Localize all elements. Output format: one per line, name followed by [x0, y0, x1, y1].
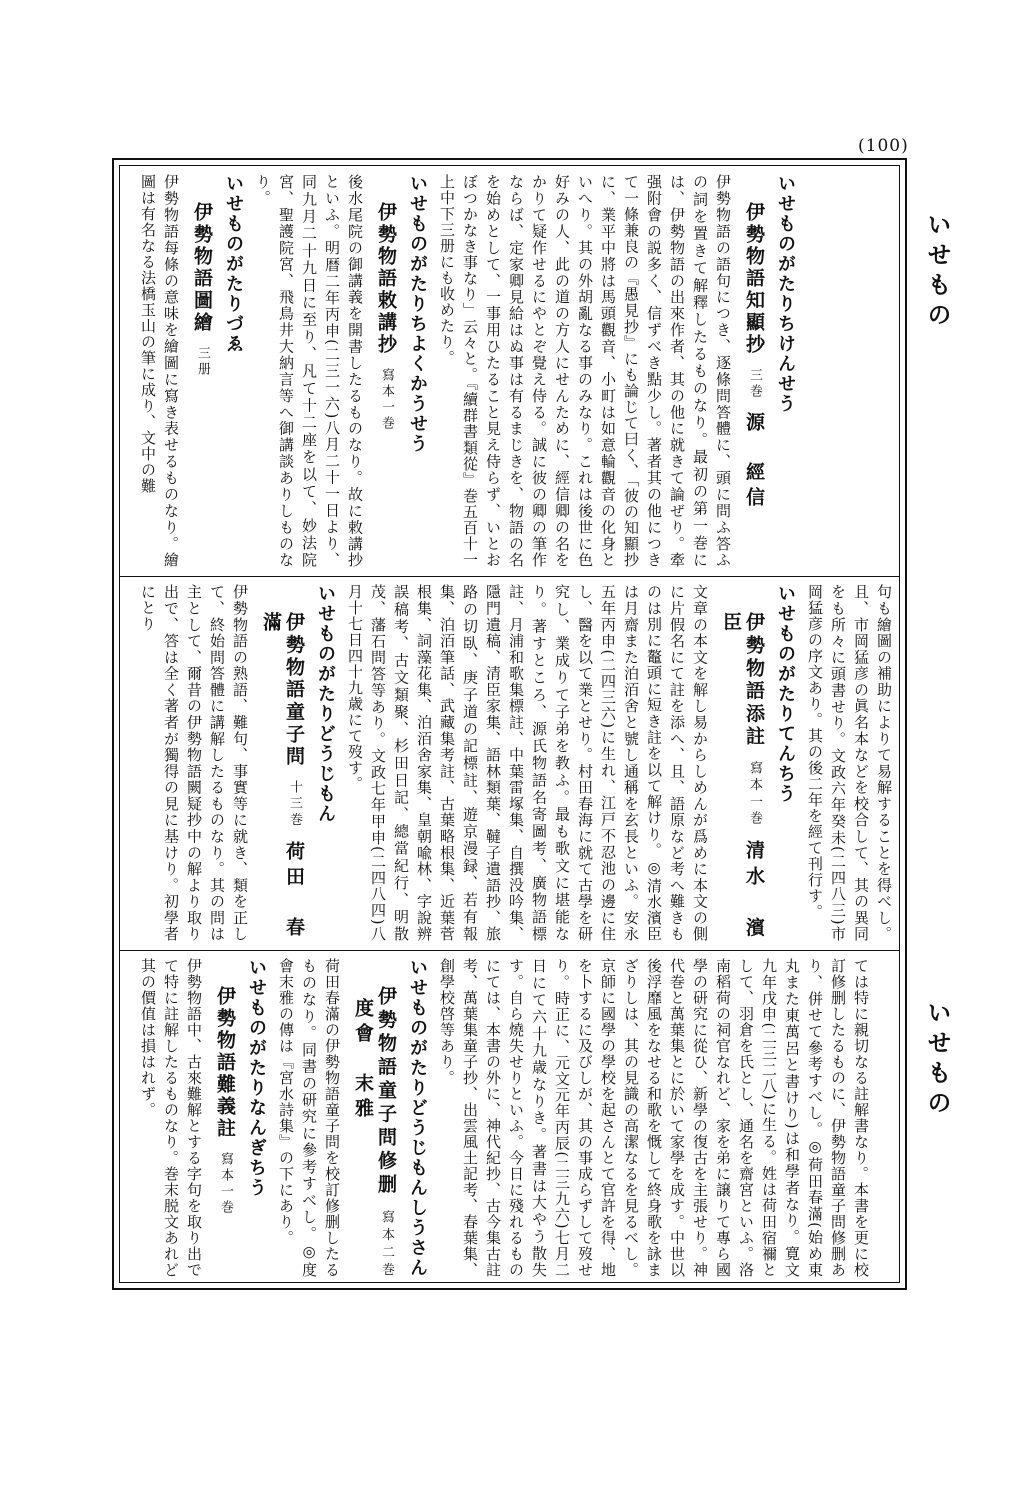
- entry-reading: いせものがたりどうじもん: [315, 584, 336, 824]
- entry-reading: いせものがたりちけんせう: [775, 174, 796, 414]
- entry-body: 伊勢物語の語句につき、逐條問答體に、頭に問ふ答ふの詞を置きて解釋したるものなり。最初の第一巻には、伊勢物語の出來作者、其の他に就きて論ぜり。牽强附會の説多く、信ずべき點少し。著者其の他につきて一條兼良の『愚見抄』にも論じて曰く、「彼の知顯抄に、業平中將は馬頭觀音、小町は如意輪觀音の化身といへり。其の外胡亂なる事のみなり。これは後世に色好みの人、此の道の方人にせんために、經信卿の名をかりて疑作せるにやとぞ覺え侍る。誠に彼の卿の筆作ならば、定家卿見給はぬ事は有るまじきを、物語の名を始めとして、一事用ひたること見え侍らず、いとおぼつかなき事なり」云々と。『續群書類從』巻五百十一上中下三册にも收めたり。: [438, 174, 732, 568]
- entry-volume: 寫本一巻: [379, 368, 394, 432]
- entry-title-text: 伊勢物語童子問修删: [375, 986, 397, 1198]
- entry-body: 荷田春滿の伊勢物語童子問を校訂修删したるものなり。同書の研究に參考すべし。◎度會末雅の傳は『宮水詩集』の下にあり。: [277, 958, 341, 1278]
- entry-reading: いせものがたりちよくかうせう: [407, 174, 428, 454]
- running-head-top: いせもの: [923, 212, 951, 332]
- entry-body: 伊勢物語每條の意味を繪圖に寫き表せるものなり。繪圖は有名なる法橋玉山の筆に成り、文中の難: [139, 174, 180, 568]
- entry-reading: いせものがたりなんぎちう: [246, 958, 267, 1198]
- entry-title-text: 伊勢物語難義註: [214, 986, 236, 1140]
- entry-volume: 三册: [195, 346, 210, 378]
- vertical-text: [130, 958, 872, 1278]
- entry-author: 清水 濱臣: [720, 612, 765, 943]
- entry-title: [719, 584, 766, 942]
- page-number: (100): [858, 136, 909, 156]
- entry-volume: 十三巻: [287, 780, 302, 830]
- entry-volume: 寫本一巻: [747, 760, 762, 828]
- entry-title-text: 伊勢物語知顯抄: [743, 202, 765, 356]
- entry-title: [374, 174, 398, 568]
- entry-title-text: 伊勢物語童子問: [283, 612, 305, 769]
- entry-body: 文章の本文を解し易からしめんが爲めに本文の側に片假名にて註を添へ、且、語原など考へ難きものは別に鼇頭に短き註を以て解けり。◎清水濱臣は月齋また泊洦舍と號し通稱を玄長といふ。安永五年丙申(二四三六)に生れ、江戸不忍池の邊に住し、醫を以て業とせり。村田春海に就て古學を研究し、業成りて子弟を教ふ。最も歌文に堪能なり。著すところ、源氏物語名寄圖考、廣物語標註、月浦和歌集標註、中葉雷塚集、自撰没吟集、隱門遺稿、清臣家集、語林類葉、韃子遺語抄、旅路の切臥、庚子道の記標註、遊京漫録、若有報集、泊洦筆話、武藏集考註、古葉略根集、近葉菅根集、詞藻花集、泊洦舍家集、皇朝喩林、字說辨誤稿考、古文類聚、杉田日記、總當紀行、明散茂、藩石問答等あり。文政七年甲申(二四八四)八月十七日四十九歳にて歿す。: [346, 584, 709, 943]
- entry-volume: 三巻: [747, 368, 762, 400]
- entry-author: 度會 末雅: [352, 998, 374, 1123]
- entry-title: [259, 584, 306, 942]
- entry-volume: 寫本一巻: [218, 1152, 233, 1216]
- entry-body-continued: 句も繪圖の補助によりて易解することを得べし。且、市岡猛彦の眞名本などを校合して、其の異同をも所々に頭書せり。文政六年癸未(二四八三)市岡猛彦の序文あり。其の後二年を經て刊行す。: [806, 584, 893, 942]
- entry-author: 源 經信: [743, 412, 765, 512]
- entry-title-text: 伊勢物語圖繪: [191, 202, 213, 334]
- entry-title: [190, 174, 214, 568]
- entry-reading: いせものがたりづゑ: [223, 174, 244, 354]
- entry-body: 伊勢物語中、古來難解とする字句を取り出でて特に註解したるものなり。巻末脱文あれど其の價值は損はれず。: [139, 958, 203, 1278]
- entry-volume: 寫本二巻: [379, 1209, 394, 1278]
- entry-body: 後水尾院の御講義を開書したるものなり。故に敕講抄といふ。明暦二年丙申(二三一六)八月二十一日より、同九月二十九日に至り、凡て十二座を以て、妙法院宮、聖護院宮、飛鳥井大納言等へ御講談ありしものなり。: [254, 174, 364, 569]
- vertical-text: [130, 584, 895, 942]
- vertical-text: [130, 174, 797, 568]
- text-band-1: [130, 174, 889, 568]
- page-frame: [112, 158, 907, 1290]
- entry-reading: いせものがたりどうじもんしうさん: [407, 958, 428, 1278]
- entry-title-text: 伊勢物語添註: [743, 612, 765, 749]
- entry-author: 荷田 春滿: [260, 612, 305, 943]
- entry-title: [351, 958, 398, 1278]
- band-divider: [119, 950, 900, 951]
- band-divider: [119, 576, 900, 577]
- entry-body: 伊勢物語の熟語、難句、事實等に就き、類を正して、終始問答體に講解したるものなり。其の問は主として、爾昔の伊勢物語闕疑抄中の解より取り出で、答は全く著者が獨得の見に基けり。初學者にとり: [139, 584, 249, 942]
- entry-title-text: 伊勢物語敕講抄: [375, 202, 397, 356]
- running-head-bottom: いせもの: [923, 1000, 951, 1120]
- entry-reading: いせものがたりてんちう: [775, 584, 796, 804]
- entry-title: [742, 174, 766, 568]
- text-band-2: [130, 584, 893, 943]
- entry-body-continued: ては特に親切なる註解書なり。本書を更に校訂修删したるものに、伊勢物語童子問修删あり、併せて參考すべし。◎荷田春滿(始め東丸また東萬呂と書けり)は和學者なり。寛文九年戊申(二三二八)に生る。姓は荷田宿禰として、羽倉を氏とし、通名を齋宮といふ。洛南稻荷の祠官なれど、家を弟に譲りて專ら國學の研究に從ひ、新學の復古を主張せり。神代巻と萬葉集とに於いて家學を成す。中世以後浮靡風をなせる和歌を慨して終身歌を詠まざりしは、其の見識の高潔なるを見るべし。京師に國學の學校を起さんとて官許を得、地を卜するに及びしが、其の事成らずして歿せり。時正に、元文元年丙辰(二三九六)七月二日にて六十九歳なりき。著書は大やう散失す。自ら燒失せりといふ。今日に殘れるものにては、本書の外に、神代紀抄、古今集古註考、萬葉集童子抄、出雲風土記考、春葉集、創學校啓等あり。: [438, 958, 870, 1278]
- entry-title: [213, 958, 237, 1278]
- text-band-3: [130, 958, 889, 1278]
